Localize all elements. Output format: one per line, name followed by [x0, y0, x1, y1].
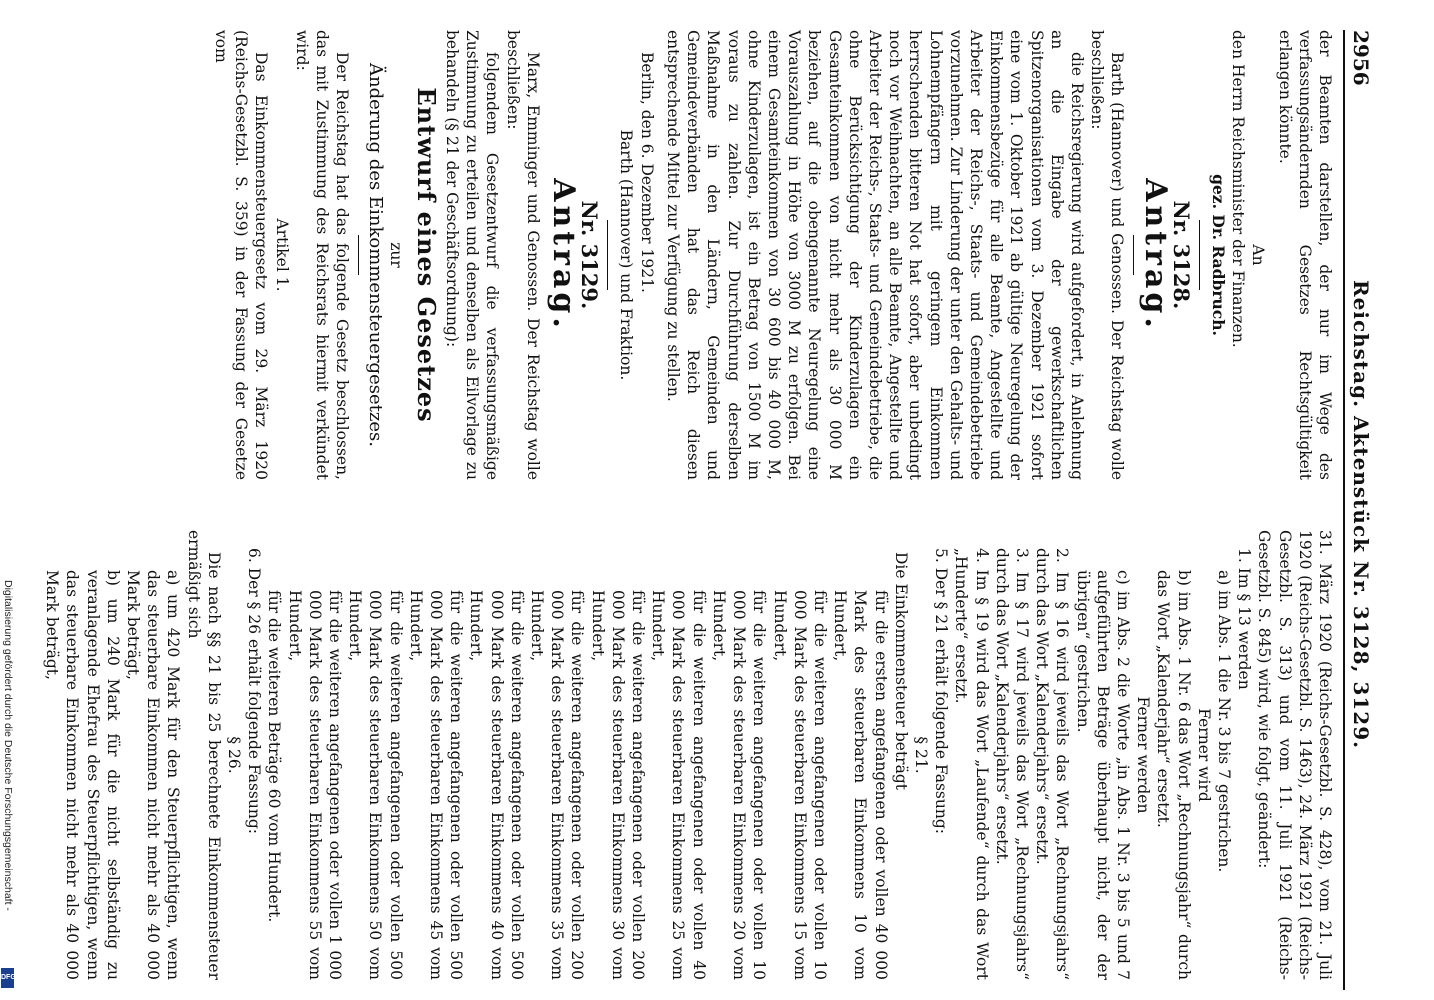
item-3: 3. Im § 17 wird jeweils das Wort „Rechnungsjahrs“ durch das Wort „Kalenderjahrs“ ersetzt.: [992, 548, 1031, 980]
dfg-logo: DFG: [1, 968, 14, 988]
item-5: 5. Der § 21 erhält folgende Fassung:: [932, 548, 951, 834]
motion-text-2: folgendem Gesetzentwurf die verfassungsmäßige Zustimmung zu erteilen und denselben als Eilvorlage zu behandeln (§ 21 der Geschäftsordnung):: [443, 30, 502, 480]
signature-radbruch: gez. Dr. Radbruch.: [1208, 174, 1228, 336]
dfg-credit: [0, 580, 16, 990]
amendment-intro: 31. März 1920 (Reichs-Gesetzbl. S. 428), vom 21. Juli 1920 (Reichs-Gesetzbl. S. 1463), 24. März 1921 (Reichs-Gesetzbl. S. 313) und vom 11. Juli 1921 (Reichs-Gesetzbl. S. 845) wird, wie folgt, geändert:: [1255, 530, 1334, 980]
an-line: An: [1249, 244, 1268, 266]
document-number-3129: Nr. 3129.: [577, 200, 603, 310]
page-number: 2956: [1349, 30, 1373, 86]
item-1: 1. Im § 13 werden: [1235, 548, 1254, 690]
ferner-werden: Ferner werden: [1134, 696, 1153, 814]
dfg-credit-text: Digitalisierung gefördert durch die Deutsche Forschungsgemeinschaft -: [2, 580, 14, 911]
item-2: 2. Im § 16 wird jeweils das Wort „Rechnungsjahrs“ durch das Wort „Kalenderjahrs“ ersetzt.: [1033, 548, 1072, 980]
divider: [358, 235, 359, 275]
tax-bracket-11: für die weiteren Beträge 60 vom Hundert.: [265, 590, 284, 923]
motion-intro-1: Barth (Hannover) und Genossen. Der Reichstag wolle beschließen:: [1088, 30, 1127, 480]
antrag-heading-2: Antrag.: [546, 178, 582, 332]
antrag-heading-1: Antrag.: [1137, 178, 1173, 332]
item-6: 6. Der § 26 erhält folgende Fassung:: [245, 548, 264, 834]
page-header: [1335, 30, 1375, 990]
running-title: Reichstag. Aktenstück Nr. 3128, 3129.: [1349, 280, 1373, 750]
date-line: Berlin, den 6. Dezember 1921.: [637, 52, 656, 293]
zur-line: zur: [386, 242, 405, 268]
tax-bracket-3: für die weiteren angefangenen oder vollen 10 000 Mark des steuerbaren Einkommens 20 vom Hundert,: [709, 590, 769, 980]
section-26-b: b) um 240 Mark für die nicht selbständig zu veranlagende Ehefrau des Steuerpflichtigen, wenn das steuerbare Einkommen nicht mehr als 40 000 Mark beträgt,: [43, 570, 122, 980]
left-column: [211, 30, 1335, 480]
tax-bracket-5: für die weiteren angefangenen oder vollen 200 000 Mark des steuerbaren Einkommens 30 vom Hundert,: [588, 590, 648, 980]
tax-bracket-6: für die weiteren angefangenen oder vollen 200 000 Mark des steuerbaren Einkommens 35 vom Hundert,: [528, 590, 587, 980]
motion-text-1: die Reichsregierung wird aufgefordert, in Anlehnung an die Eingabe der gewerkschaftlichen Spitzenorganisationen vom 3. Dezember 1921 sofort eine vom 1. Oktober 1921 ab gültige Neuregelung der Einkommensbezüge für alle Beamte, Angestellte und Arbeiter der Reichs-, Staats- und Gemeindebetriebe vorzunehmen. Zur Linderung der unter den Gehalts- und Lohnempfängern mit geringem Einkommen herrschenden bitteren Not hat sofort, aber unbedingt noch vor Weihnachten, an alle Beamte, Angestellte und Arbeiter der Reichs-, Staats- und Gemeindebetriebe, die ohne Berücksichtigung der Kinderzulagen ein Gesamteinkommen von nicht mehr als 30 000 M beziehen, auf die obengenannte Neuregelung eine Vorauszahlung in Höhe von 3000 M zu erfolgen. Bei einem Gesamteinkommen von 30 600 bis 40 000 M, ohne Kinderzulagen, ist ein Betrag von 1500 M im voraus zu zahlen. Zur Durchführung derselben Maßnahme in den Ländern, Gemeinden und Gemeindeverbänden hat das Reich diesen entsprechende Mittel zur Verfügung zu stellen.: [663, 30, 1086, 480]
item-4: 4. Im § 19 wird das Wort „Laufende“ durch das Wort „Hunderte“ ersetzt.: [952, 548, 991, 980]
rotated-document-page: [35, 30, 1375, 990]
item-1a: a) im Abs. 1 die Nr. 3 bis 7 gestrichen.: [1214, 570, 1233, 873]
signature-barth: Barth (Hannover) und Fraktion.: [617, 129, 636, 381]
section-26-intro: Die nach §§ 21 bis 25 berechnete Einkommensteuer ermäßigt sich: [184, 530, 223, 980]
right-column: [42, 530, 1335, 980]
tax-bracket-9: für die weiteren angefangenen oder vollen 500 000 Mark des steuerbaren Einkommens 50 vom Hundert,: [346, 590, 405, 980]
section-26-heading: § 26.: [225, 736, 244, 774]
artikel-text: Das Einkommensteuergesetz vom 29. März 1920 (Reichs-Gesetzbl. S. 359) in der Fassung der Gesetze vom: [212, 30, 271, 480]
tax-bracket-1: für die ersten angefangenen oder vollen 40 000 Mark des steuerbaren Einkommens 10 vom Hundert,: [831, 590, 890, 980]
addressee: den Herrn Reichsminister der Finanzen.: [1229, 30, 1248, 348]
item-1b: b) im Abs. 1 Nr. 6 das Wort „Rechnungsjahr“ durch das Wort „Kalenderjahr“ ersetzt.: [1154, 570, 1193, 980]
section-26-a: a) um 420 Mark für den Steuerpflichtigen, wenn das steuerbare Einkommen nicht mehr als 40 000 Mark beträgt,: [124, 570, 183, 980]
tax-bracket-2: für die weiteren angefangenen oder vollen 10 000 Mark des steuerbaren Einkommens 15 vom Hundert,: [770, 590, 829, 980]
aenderung-heading: Änderung des Einkommensteuergesetzes.: [365, 63, 387, 447]
divider: [1199, 220, 1200, 290]
divider: [607, 220, 608, 290]
tax-bracket-10: für die weiteren angefangenen oder vollen 1 000 000 Mark des steuerbaren Einkommens 55 vom Hundert,: [285, 590, 345, 980]
enactment-clause: Der Reichstag hat das folgende Gesetz beschlossen, das mit Zustimmung des Reichsrats hiermit verkündet wird:: [292, 30, 352, 480]
divider: [1133, 235, 1134, 275]
tax-bracket-7: für die weiteren angefangenen oder vollen 500 000 Mark des steuerbaren Einkommens 40 vom Hundert,: [467, 590, 526, 980]
header-rule: [1343, 30, 1345, 990]
section-21-intro: Die Einkommensteuer beträgt: [891, 552, 910, 790]
ferner-wird: Ferner wird: [1194, 708, 1213, 802]
motion-intro-2: Marx, Emminger und Genossen. Der Reichstag wolle beschließen:: [503, 30, 542, 480]
entwurf-heading: Entwurf eines Gesetzes: [411, 87, 441, 423]
tax-bracket-4: für die weiteren angefangenen oder vollen 40 000 Mark des steuerbaren Einkommens 25 vom Hundert,: [649, 590, 708, 980]
item-1c: c) im Abs. 2 die Worte „in Abs. 1 Nr. 3 bis 5 und 7 aufgeführten Beträge überhaupt nicht, der der übrigen“ gestrichen.: [1073, 570, 1132, 980]
document-number-3128: Nr. 3128.: [1168, 200, 1194, 310]
intro-text: der Beamten darstellen, der nur im Wege des verfassungsändernden Gesetzes Rechtsgültigkeit erlangen könnte.: [1275, 30, 1334, 480]
artikel-heading: Artikel 1.: [272, 218, 291, 292]
section-21-heading: § 21.: [911, 736, 930, 774]
tax-bracket-8: für die weiteren angefangenen oder vollen 500 000 Mark des steuerbaren Einkommens 45 vom Hundert,: [406, 590, 466, 980]
